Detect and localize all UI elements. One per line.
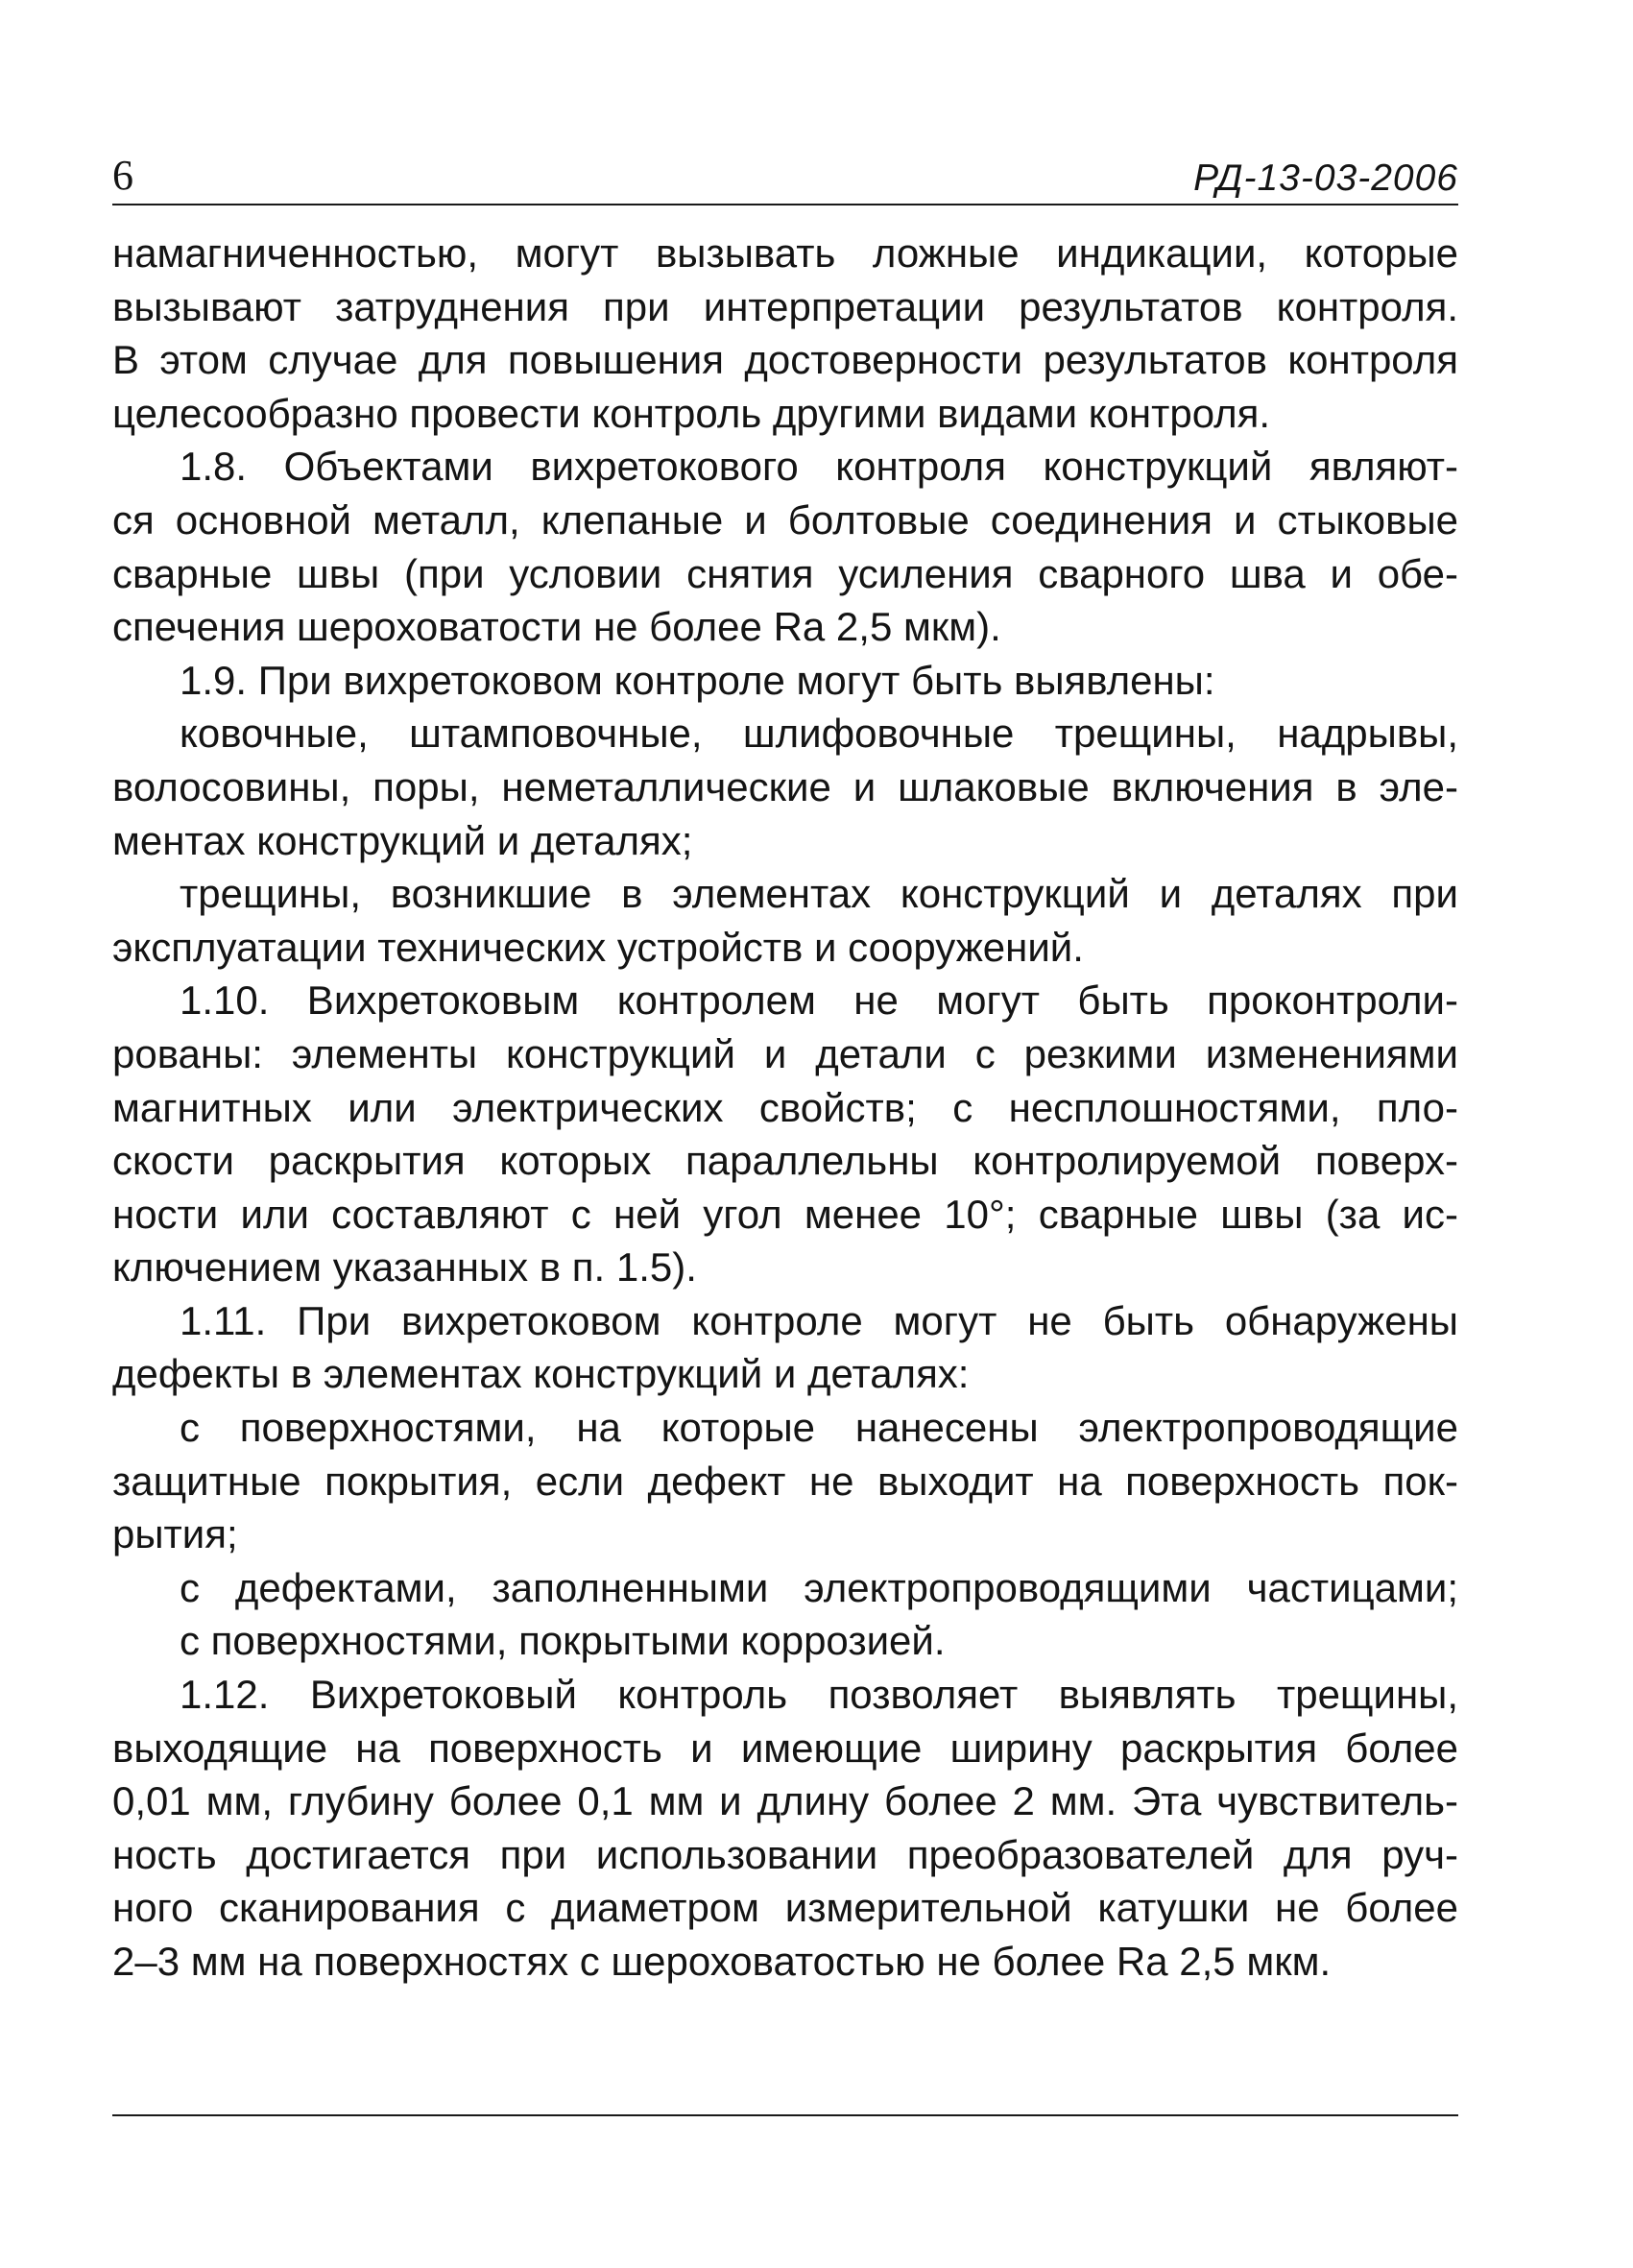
paragraph-1-12-start: 1.12. Вихретоковый контроль позволяет выявлять трещины, [180, 1672, 1458, 1718]
text-line: ментах конструкций и деталях; [112, 817, 693, 863]
page-number: 6 [112, 152, 133, 199]
list-item-start: с поверхностями, покрытыми коррозией. [180, 1618, 946, 1664]
text-line: намагниченностью, могут вызывать ложные индикации, которые [112, 230, 1458, 276]
list-item-start: трещины, возникшие в элементах конструкций и деталях при [180, 871, 1458, 917]
bottom-rule [112, 2114, 1458, 2116]
body-text [112, 227, 1458, 1989]
text-line: 2–3 мм на поверхностях с шероховатостью не более Ra 2,5 мкм. [112, 1939, 1332, 1984]
text-line: ся основной металл, клепаные и болтовые соединения и стыковые [112, 496, 1458, 543]
page-header [112, 146, 1458, 204]
text-line: В этом случае для повышения достоверности результатов контроля [112, 337, 1458, 383]
text-line: скости раскрытия которых параллельны контролируемой поверх- [112, 1138, 1458, 1184]
document-code: РД-13-03-2006 [1193, 157, 1458, 199]
list-item-start: ковочные, штамповочные, шлифовочные трещины, надрывы, [180, 711, 1458, 757]
paragraph-1-8-start: 1.8. Объектами вихретокового контроля конструкций являют- [180, 444, 1458, 490]
text-line: ности или составляют с ней угол менее 10°; сварные швы (за ис- [112, 1191, 1458, 1237]
text-line: эксплуатации технических устройств и сооружений. [112, 924, 1084, 970]
text-line: ного сканирования с диаметром измерительной катушки не более [112, 1885, 1458, 1931]
text-line: сварные швы (при условии снятия усиления сварного шва и обе- [112, 550, 1458, 596]
text-line: дефекты в элементах конструкций и деталях: [112, 1351, 970, 1397]
text-line: защитные покрытия, если дефект не выходит на поверхность пок- [112, 1458, 1458, 1504]
text-line: ключением указанных в п. 1.5). [112, 1244, 697, 1291]
list-item-start: с поверхностями, на которые нанесены электропроводящие [180, 1405, 1458, 1451]
list-item-start: с дефектами, заполненными электропроводящими частицами; [180, 1564, 1458, 1610]
paragraph-1-11-start: 1.11. При вихретоковом контроле могут не быть обнаружены [180, 1297, 1458, 1343]
text-line: ность достигается при использовании преобразователей для руч- [112, 1831, 1458, 1877]
header-rule [112, 204, 1458, 205]
paragraph-1-9-start: 1.9. При вихретоковом контроле могут быть выявлены: [180, 657, 1215, 703]
text-line: 0,01 мм, глубину более 0,1 мм и длину более 2 мм. Эта чувствитель- [112, 1778, 1458, 1824]
text-line: спечения шероховатости не более Ra 2,5 мкм). [112, 604, 1001, 650]
text-line: рытия; [112, 1511, 238, 1557]
text-line: выходящие на поверхность и имеющие ширину раскрытия более [112, 1725, 1458, 1771]
text-line: магнитных или электрических свойств; с несплошностями, пло- [112, 1084, 1458, 1130]
text-line: целесообразно провести контроль другими видами контроля. [112, 390, 1271, 436]
text-line: вызывают затруднения при интерпретации результатов контроля. [112, 283, 1458, 329]
paragraph-1-10-start: 1.10. Вихретоковым контролем не могут быть проконтроли- [180, 977, 1458, 1024]
text-line: рованы: элементы конструкций и детали с резкими изменениями [112, 1030, 1458, 1076]
text-line: волосовины, поры, неметаллические и шлаковые включения в эле- [112, 763, 1458, 809]
